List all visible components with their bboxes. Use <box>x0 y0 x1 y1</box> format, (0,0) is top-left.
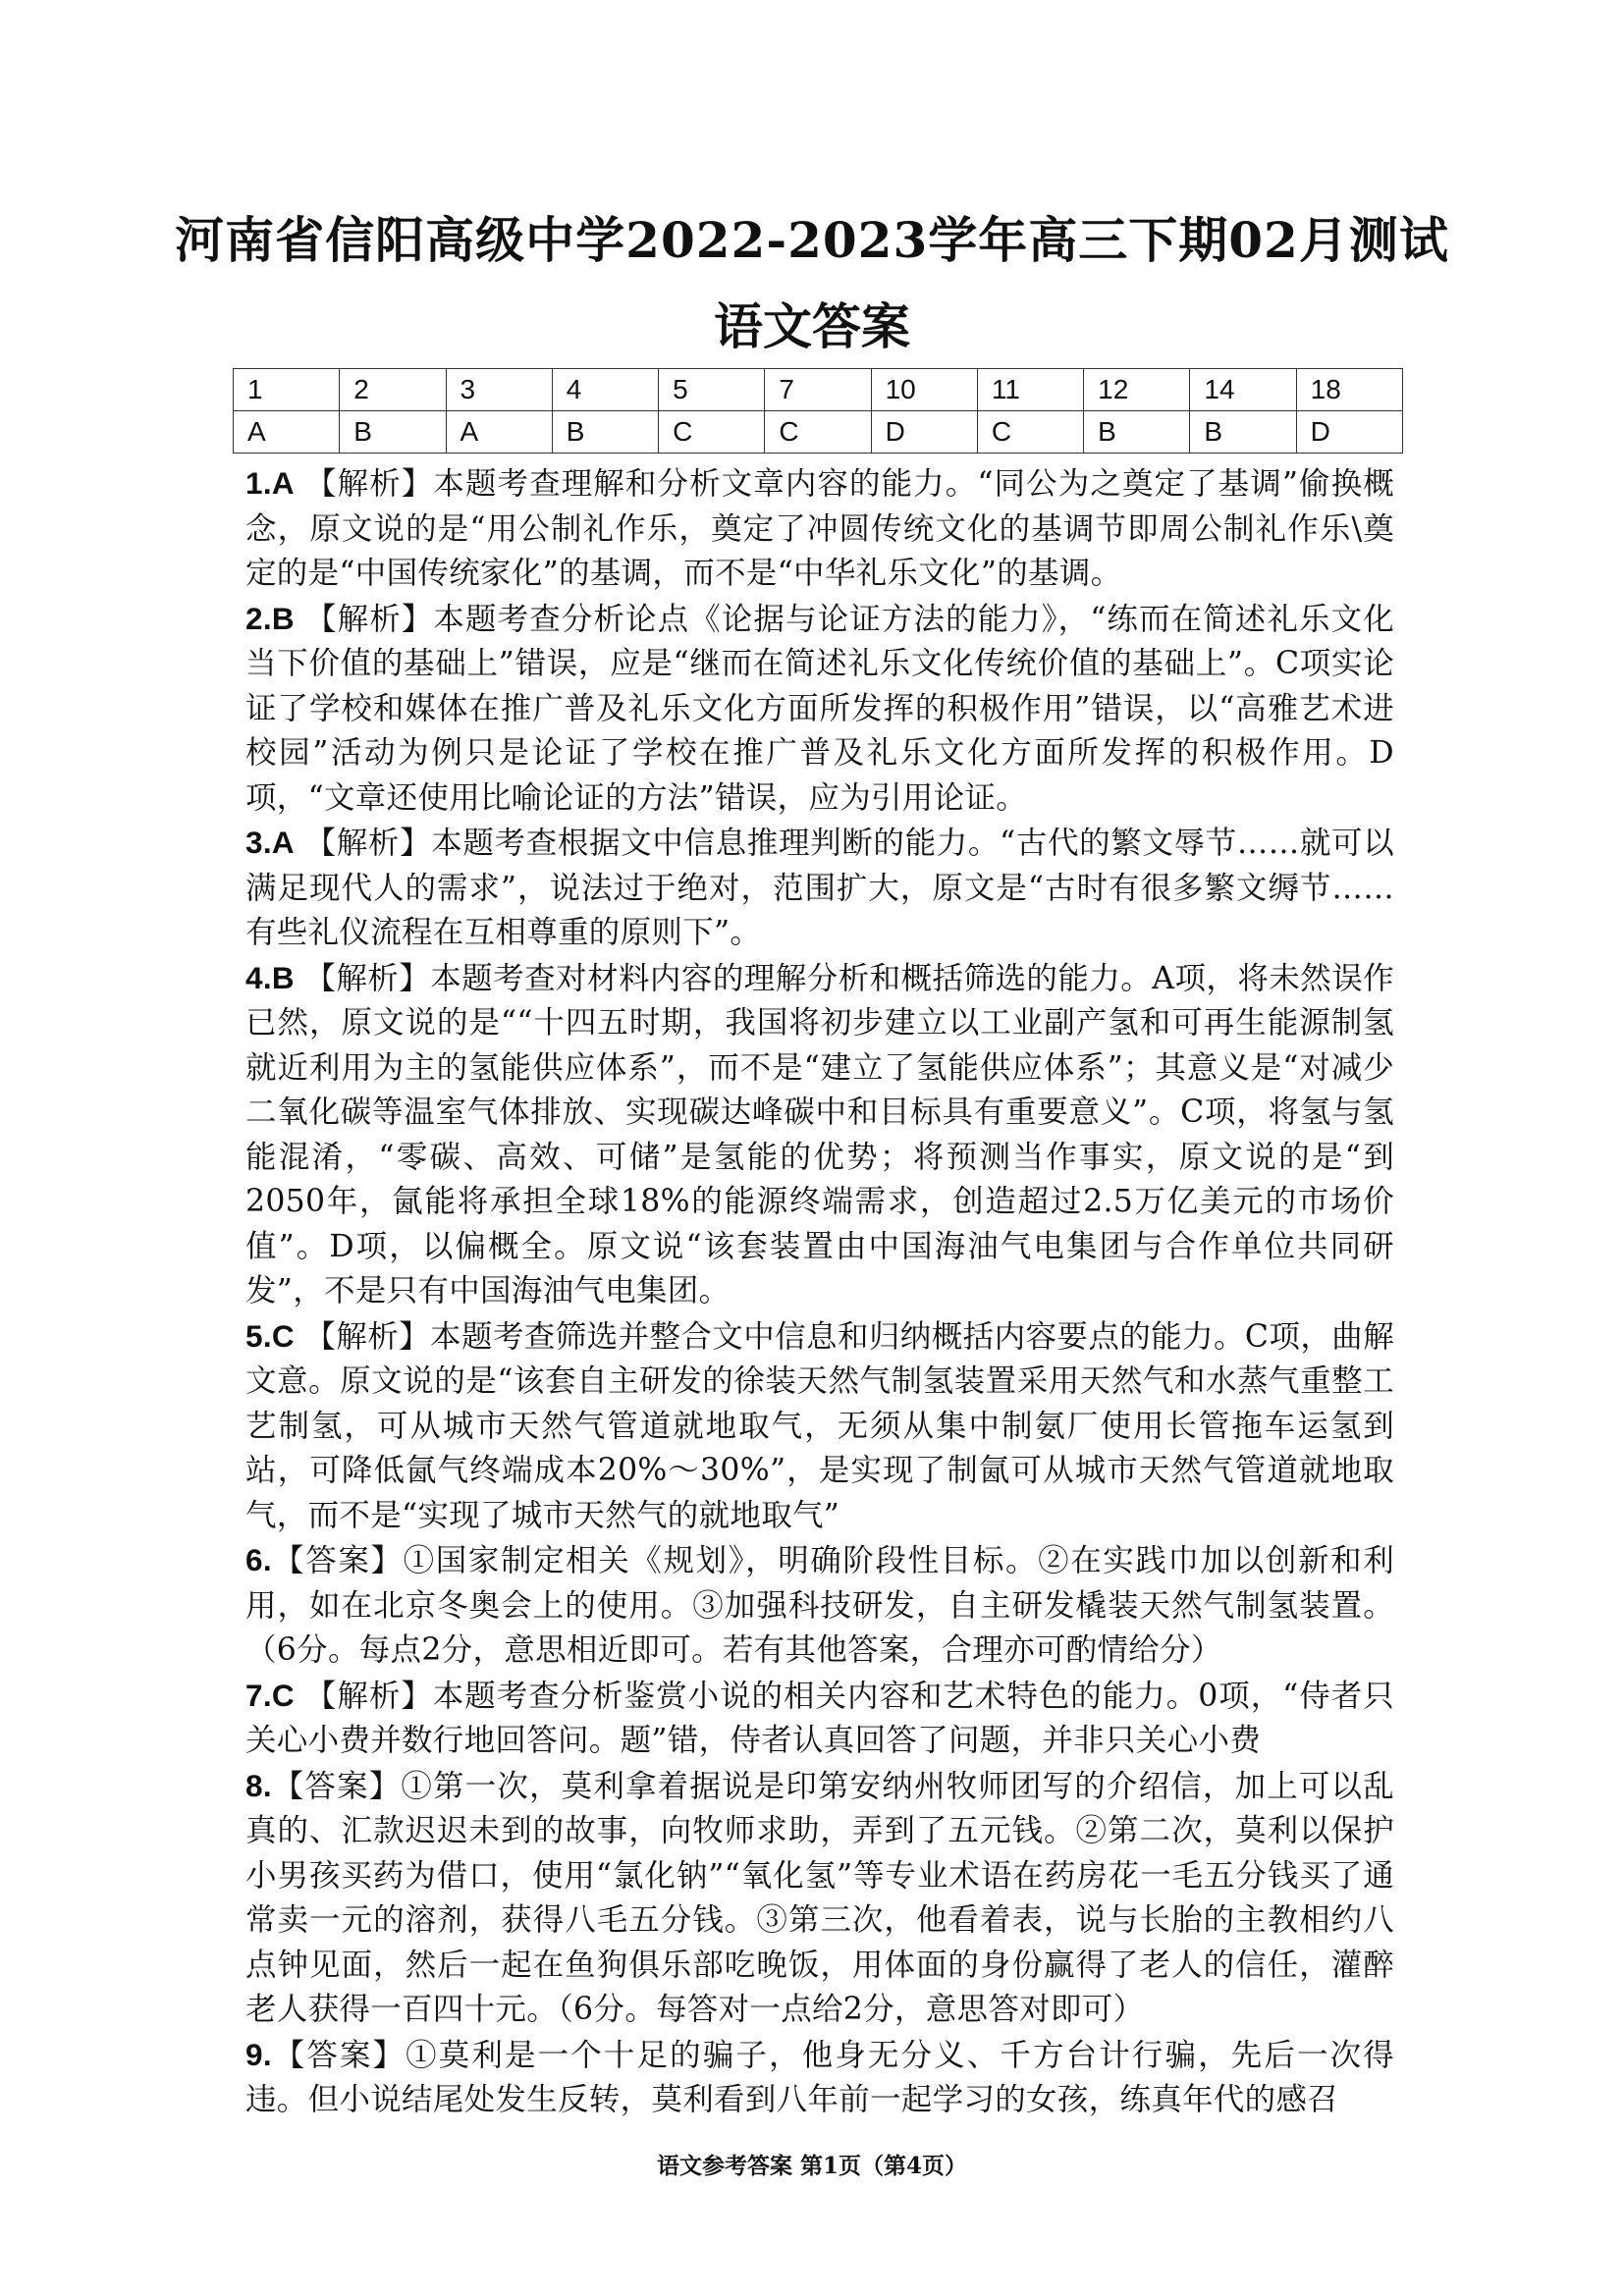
answer-cell: A <box>446 411 552 454</box>
question-number-cell: 14 <box>1190 369 1296 411</box>
answer-table-header-row <box>234 369 1403 411</box>
explanation-paragraph <box>245 956 1394 1314</box>
answer-cell: C <box>659 411 765 454</box>
explanation-text: 【答案】①第一次，莫利拿着据说是印第安纳州牧师团写的介绍信，加上可以乱真的、汇款迟迟未到的故事，向牧师求助，弄到了五元钱。②第二次，莫利以保护小男孩买药为借口，使用“氯化钠”“氧化氢”等专业术语在药房花一毛五分钱买了通常卖一元的溶剂，获得八毛五分钱。③第三次，他看着表，说与长胎的主教相约八点钟见面，然后一起在鱼狗俱乐部吃晚饭，用体面的身份赢得了老人的信任，灌醉老人获得一百四十元。（6分。每答对一点给2分，意思答对即可） <box>245 1768 1394 2027</box>
answer-cell: B <box>1084 411 1190 454</box>
question-number-cell: 18 <box>1296 369 1402 411</box>
explanation-number: 7.C <box>245 1677 295 1713</box>
answer-cell: D <box>1296 411 1402 454</box>
explanation-paragraph <box>245 597 1394 822</box>
explanation-paragraph <box>245 821 1394 956</box>
explanation-text: 【解析】本题考查分析鉴赏小说的相关内容和艺术特色的能力。0项，“侍者只关心小费并数行地回答问。题”错，侍者认真回答了问题，并非只关心小费 <box>245 1678 1394 1758</box>
explanation-number: 6. <box>245 1542 272 1577</box>
page-subtitle: 语文答案 <box>714 297 910 355</box>
explanation-paragraph <box>245 461 1394 597</box>
explanation-number: 9. <box>245 2036 272 2072</box>
explanation-text: 【解析】本题考查分析论点《论据与论证方法的能力》，“练而在简述礼乐文化当下价值的基础上”错误，应是“继而在简述礼乐文化传统价值的基础上”。C项实论证了学校和媒体在推广普及礼乐文化方面所发挥的积极作用”错误，以“高雅艺术进校园”活动为例只是论证了学校在推广普及礼乐文化方面所发挥的积极作用。D项，“文章还使用比喻论证的方法”错误，应为引用论证。 <box>245 601 1394 816</box>
answer-table <box>233 368 1403 454</box>
answer-table-answer-row <box>234 411 1403 454</box>
question-number-cell: 12 <box>1084 369 1190 411</box>
explanation-number: 8. <box>245 1767 272 1803</box>
page-title: 河南省信阳高级中学2022-2023学年高三下期02月测试 <box>175 211 1449 269</box>
question-number-cell: 1 <box>234 369 340 411</box>
explanation-number: 4.B <box>245 959 295 995</box>
explanation-number: 5.C <box>245 1317 295 1354</box>
answer-cell: D <box>871 411 977 454</box>
question-number-cell: 10 <box>871 369 977 411</box>
explanation-paragraph <box>245 1538 1394 1674</box>
explanation-text: 【解析】本题考查理解和分析文章内容的能力。“同公为之奠定了基调”偷换概念，原文说的是“用公制礼作乐，奠定了冲圆传统文化的基调节即周公制礼作乐\奠定的是“中国传统家化”的基调，而不是“中华礼乐文化”的基调。 <box>245 466 1394 591</box>
explanation-number: 1.A <box>245 465 295 501</box>
answer-cell: A <box>234 411 340 454</box>
answer-cell: B <box>552 411 658 454</box>
question-number-cell: 4 <box>552 369 658 411</box>
answer-cell: C <box>977 411 1083 454</box>
explanation-paragraph <box>245 1314 1394 1539</box>
explanation-paragraph <box>245 1764 1394 2033</box>
question-number-cell: 3 <box>446 369 552 411</box>
question-number-cell: 7 <box>765 369 871 411</box>
explanation-number: 3.A <box>245 825 295 860</box>
answer-cell: C <box>765 411 871 454</box>
explanation-text: 【答案】①国家制定相关《规划》，明确阶段性目标。②在实践巾加以创新和利用，如在北京冬奥会上的使用。③加强科技研发，自主研发橇装天然气制氢装置。（6分。每点2分，意思相近即可。若有其他答案，合理亦可酌情给分） <box>245 1543 1394 1668</box>
explanation-text: 【解析】本题考查筛选并整合文中信息和归纳概括内容要点的能力。C项，曲解文意。原文说的是“该套自主研发的徐装天然气制氢装置采用天然气和水蒸气重整工艺制氢，可从城市天然气管道就地取气，无须从集中制氨厂使用长管拖车运氢到站，可降低氤气终端成本20%～30%”，是实现了制氤可从城市天然气管道就地取气，而不是“实现了城市天然气的就地取气” <box>245 1318 1394 1533</box>
explanation-text: 【答案】①莫利是一个十足的骗子，他身无分义、千方台计行骗，先后一次得违。但小说结尾处发生反转，莫利看到八年前一起学习的女孩，练真年代的感召 <box>245 2037 1394 2117</box>
answer-cell: B <box>340 411 446 454</box>
explanation-paragraph <box>245 1674 1394 1764</box>
explanation-paragraph <box>245 2033 1394 2123</box>
explanations-body <box>245 461 1394 2123</box>
question-number-cell: 5 <box>659 369 765 411</box>
explanation-number: 2.B <box>245 600 295 636</box>
question-number-cell: 2 <box>340 369 446 411</box>
explanation-text: 【解析】本题考查根据文中信息推理判断的能力。“古代的繁文辱节……就可以满足现代人的需求”，说法过于绝对，范围扩大，原文是“古时有很多繁文缛节……有些礼仪流程在互相尊重的原则下”。 <box>245 826 1394 950</box>
question-number-cell: 11 <box>977 369 1083 411</box>
answer-cell: B <box>1190 411 1296 454</box>
explanation-text: 【解析】本题考查对材料内容的理解分析和概括筛选的能力。A项，将未然误作已然，原文说的是““十四五时期，我国将初步建立以工业副产氢和可再生能源制氢就近利用为主的氢能供应体系”，而不是“建立了氢能供应体系”；其意义是“对减少二氧化碳等温室气体排放、实现碳达峰碳中和目标具有重要意义”。C项，将氢与氢能混淆，“零碳、高效、可储”是氢能的优势；将预测当作事实，原文说的是“到2050年，氤能将承担全球18%的能源终端需求，创造超过2.5万亿美元的市场价值”。D项，以偏概全。原文说“该套装置由中国海油气电集团与合作单位共同研发”，不是只有中国海油气电集团。 <box>245 960 1394 1308</box>
page-footer: 语文参考答案 第1页（第4页） <box>656 2153 967 2179</box>
